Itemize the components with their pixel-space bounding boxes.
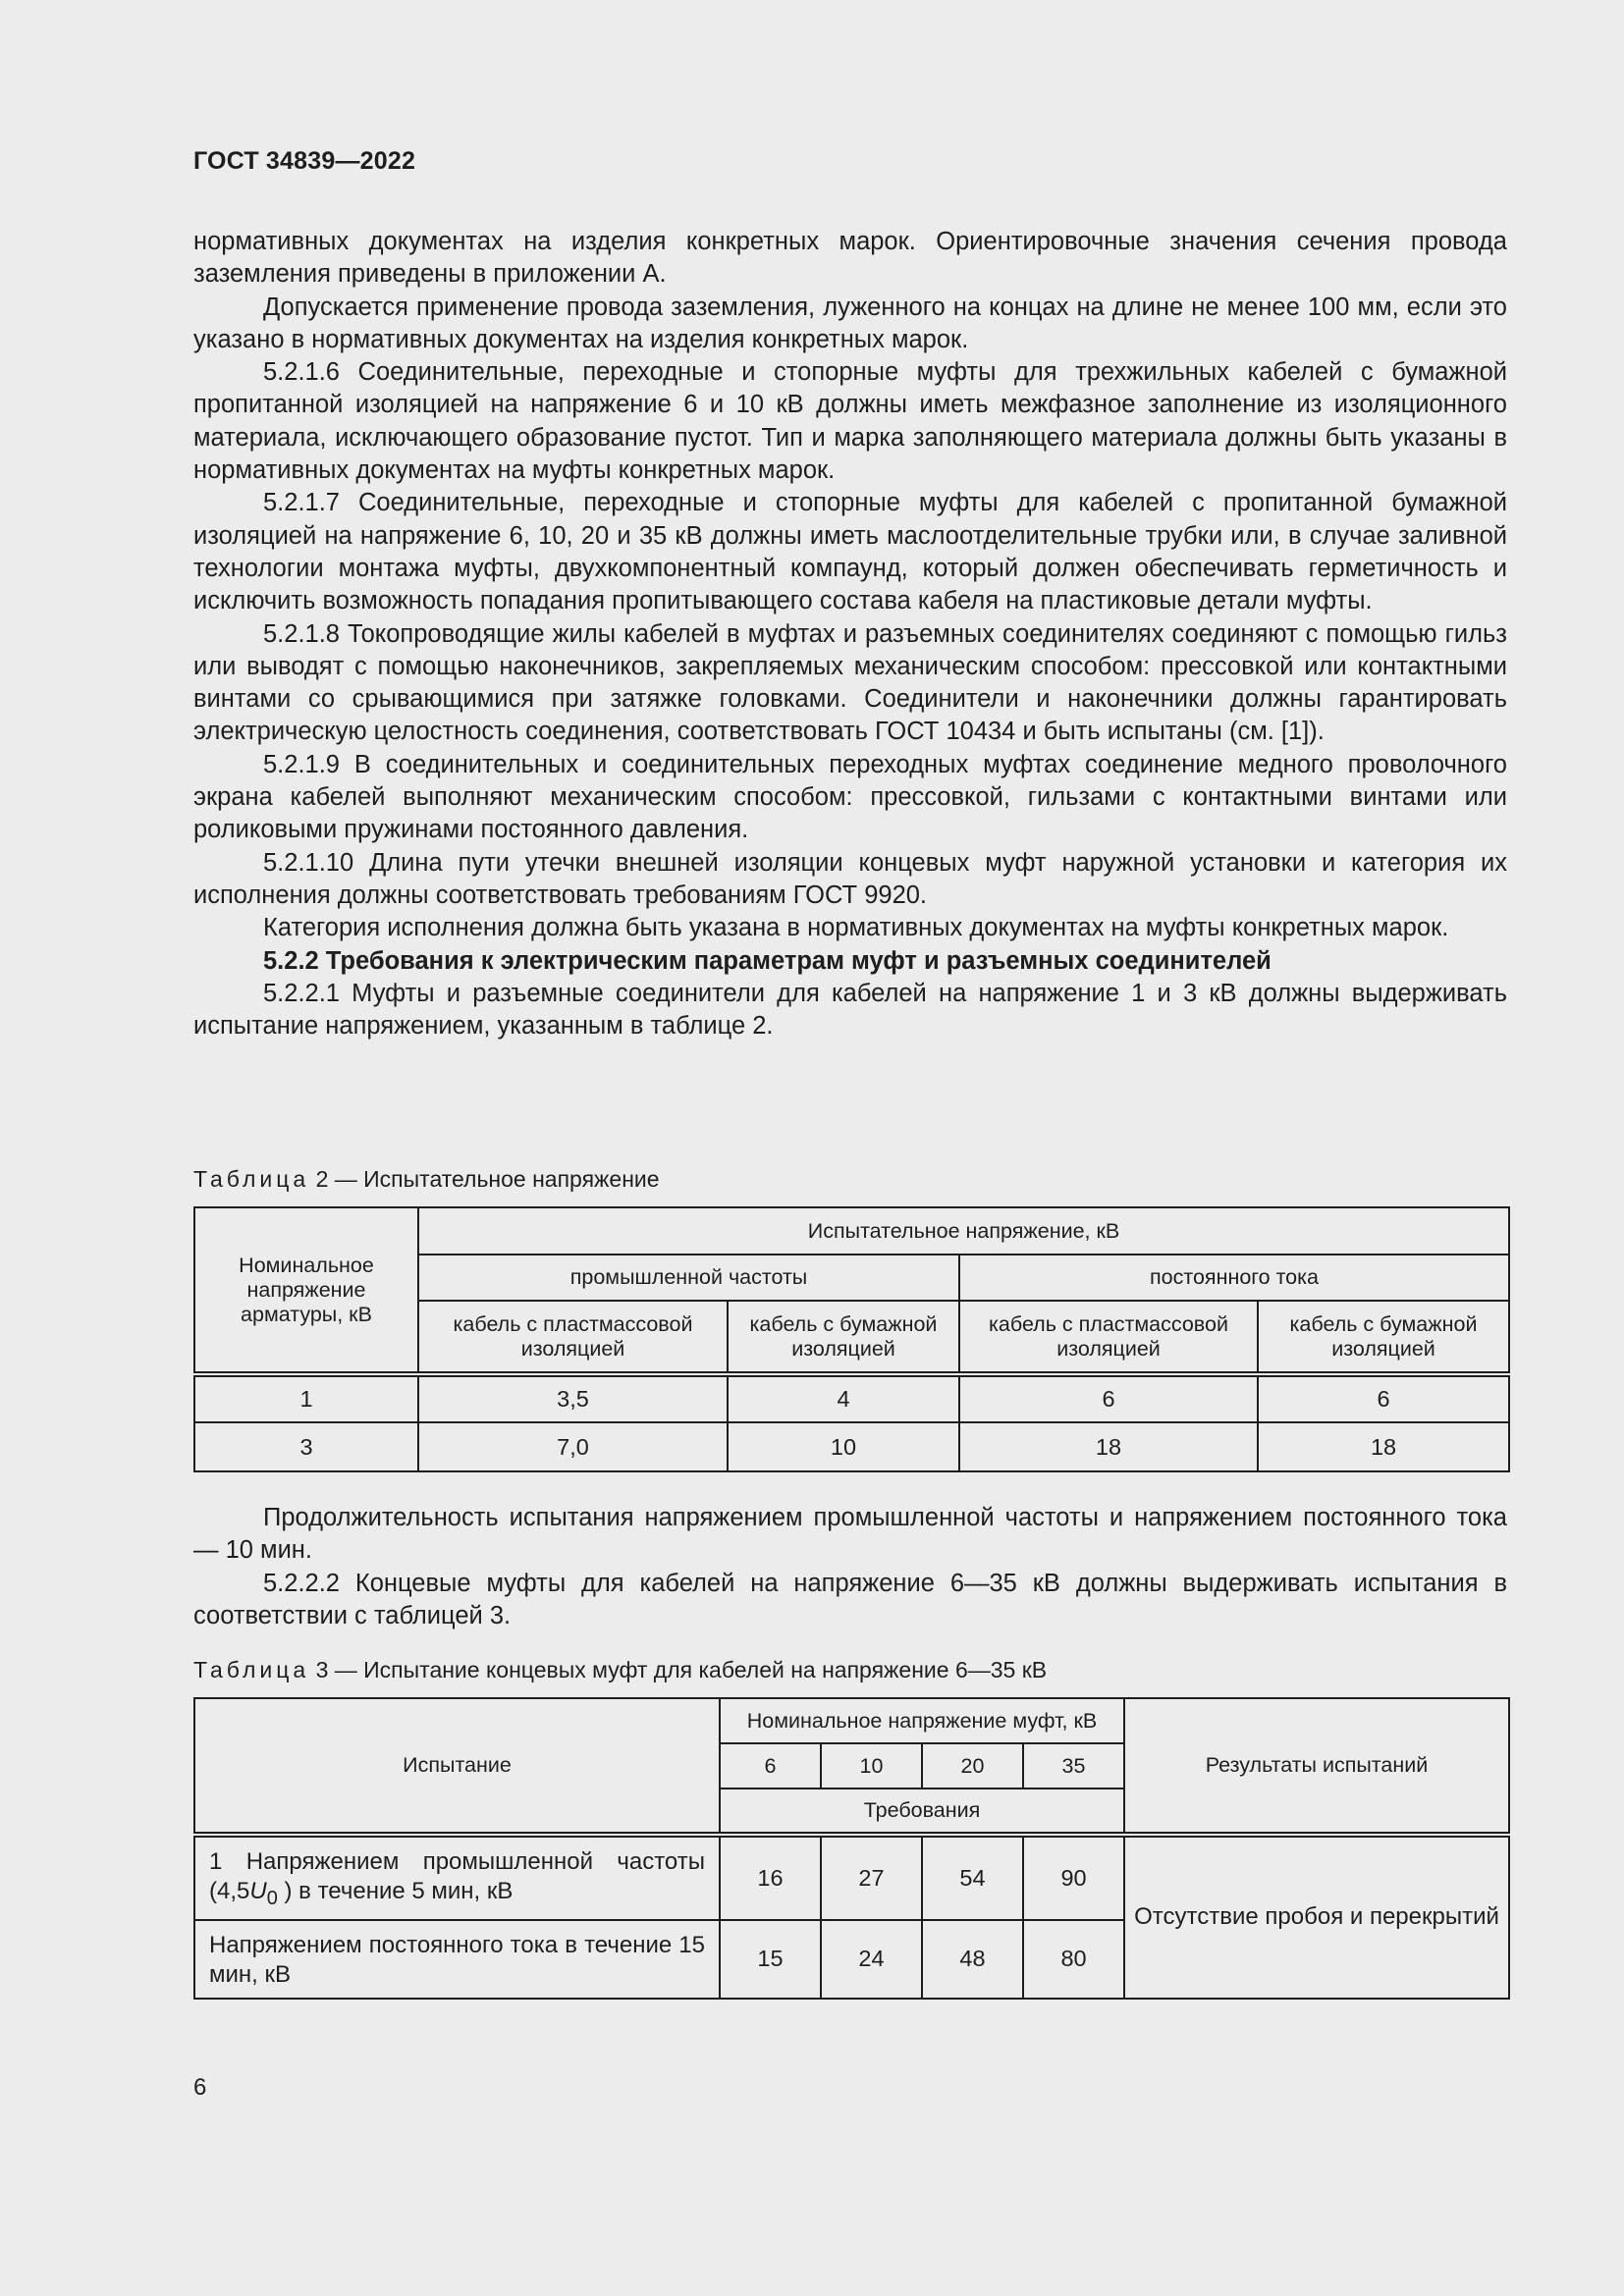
paragraph: 5.2.1.6 Соединительные, переходные и стопорные муфты для трехжильных кабелей с бумажной пропитанной изоляцией на напряжение 6 и 10 кВ должны иметь межфазное заполнение из изоляционного материала, исключающего образование пустот. Тип и марка заполняющего материала должны быть указаны в нормативных документах на муфты конкретных марок. bbox=[193, 358, 1507, 485]
table-cell: 18 bbox=[1258, 1422, 1509, 1471]
table-cell: 80 bbox=[1023, 1920, 1124, 1999]
table3-result: Отсутствие пробоя и перекрытий bbox=[1124, 1835, 1509, 1999]
table3-test-industrial-frequency bbox=[194, 1835, 720, 1920]
table2-header-paper-cable: кабель с бумажной изоляцией bbox=[728, 1301, 959, 1374]
section-heading: 5.2.2 Требования к электрическим параметрам муфт и разъемных соединителей bbox=[263, 946, 1272, 975]
table-cell: 4 bbox=[728, 1374, 959, 1422]
table2-caption bbox=[193, 1166, 660, 1193]
table2-caption-word: Таблица bbox=[193, 1166, 310, 1192]
paragraph: нормативных документах на изделия конкретных марок. Ориентировочные значения сечения провода заземления приведены в приложении А. bbox=[193, 228, 1507, 289]
table3-header-voltage: 35 bbox=[1023, 1743, 1124, 1789]
table-cell: 1 bbox=[194, 1374, 418, 1422]
table3-header-voltage: 10 bbox=[821, 1743, 922, 1789]
table2-caption-title: 2 — Испытательное напряжение bbox=[309, 1166, 660, 1192]
paragraph: 5.2.1.10 Длина пути утечки внешней изоляции концевых муфт наружной установки и категория их исполнения должны соответствовать требованиям ГОСТ 9920. bbox=[193, 848, 1507, 909]
table3-header-requirements: Требования bbox=[720, 1789, 1124, 1835]
table-cell: 3 bbox=[194, 1422, 418, 1471]
table-cell: 16 bbox=[720, 1835, 821, 1920]
row1-subscript: 0 bbox=[266, 1887, 278, 1909]
table-row bbox=[194, 1422, 1509, 1471]
paragraph: Допускается применение провода заземления, луженного на концах на длине не менее 100 мм, если это указано в нормативных документах на изделия конкретных марок. bbox=[193, 293, 1507, 353]
paragraph: Продолжительность испытания напряжением промышленной частоты и напряжением постоянного тока — 10 мин. bbox=[193, 1504, 1507, 1565]
table3-test-direct-current: Напряжением постоянного тока в течение 15 мин, кВ bbox=[194, 1920, 720, 1999]
table2-header-nominal: Номинальное напряжение арматуры, кВ bbox=[194, 1207, 418, 1374]
table2-header-paper-cable: кабель с бумажной изоляцией bbox=[1258, 1301, 1509, 1374]
paragraph: 5.2.1.8 Токопроводящие жилы кабелей в муфтах и разъемных соединителях соединяют с помощью гильз или выводят с помощью наконечников, закрепляемых механическим способом: прессовкой или контактными винтами со срывающимися при затяжке головками. Соединители и наконечники должны гарантировать электрическую целостность соединения, соответствовать ГОСТ 10434 и быть испытаны (см. [1]). bbox=[193, 619, 1507, 746]
table-2 bbox=[193, 1206, 1510, 1472]
table3-header-test: Испытание bbox=[194, 1698, 720, 1835]
table3-header-results: Результаты испытаний bbox=[1124, 1698, 1509, 1835]
table3-caption-title: 3 — Испытание концевых муфт для кабелей на напряжение 6—35 кВ bbox=[309, 1657, 1048, 1682]
table-cell: 27 bbox=[821, 1835, 922, 1920]
table3-caption bbox=[193, 1657, 1047, 1683]
table-cell: 24 bbox=[821, 1920, 922, 1999]
table-cell: 3,5 bbox=[418, 1374, 728, 1422]
table-cell: 15 bbox=[720, 1920, 821, 1999]
table2-header-test-voltage: Испытательное напряжение, кВ bbox=[418, 1207, 1509, 1255]
paragraph: 5.2.2.2 Концевые муфты для кабелей на напряжение 6—35 кВ должны выдерживать испытания в соответствии с таблицей 3. bbox=[193, 1569, 1507, 1629]
table-3 bbox=[193, 1697, 1510, 2000]
page-number: 6 bbox=[193, 2074, 207, 2101]
table-cell: 6 bbox=[959, 1374, 1258, 1422]
table2-header-direct-current: постоянного тока bbox=[959, 1255, 1509, 1301]
table3-header-voltage: 20 bbox=[922, 1743, 1023, 1789]
table2-header-industrial-frequency: промышленной частоты bbox=[418, 1255, 959, 1301]
table-cell: 90 bbox=[1023, 1835, 1124, 1920]
table-cell: 18 bbox=[959, 1422, 1258, 1471]
table-cell: 54 bbox=[922, 1835, 1023, 1920]
table3-caption-word: Таблица bbox=[193, 1657, 310, 1682]
row1-prefix: 1 Напряжением промышленной частоты (4,5 bbox=[209, 1848, 705, 1904]
table-row bbox=[194, 1374, 1509, 1422]
table2-header-plastic-cable: кабель с пластмассовой изоляцией bbox=[418, 1301, 728, 1374]
row1-suffix: ) в течение 5 мин, кВ bbox=[277, 1878, 514, 1904]
paragraph: 5.2.2.1 Муфты и разъемные соединители для кабелей на напряжение 1 и 3 кВ должны выдерживать испытание напряжением, указанным в таблице 2. bbox=[193, 979, 1507, 1041]
table3-header-nominal: Номинальное напряжение муфт, кВ bbox=[720, 1698, 1124, 1743]
table-row bbox=[194, 1835, 1509, 1920]
table-cell: 7,0 bbox=[418, 1422, 728, 1471]
table-cell: 48 bbox=[922, 1920, 1023, 1999]
table-cell: 10 bbox=[728, 1422, 959, 1471]
table3-header-voltage: 6 bbox=[720, 1743, 821, 1789]
middle-text bbox=[193, 1502, 1507, 1632]
table2-header-plastic-cable: кабель с пластмассовой изоляцией bbox=[959, 1301, 1258, 1374]
document-header: ГОСТ 34839—2022 bbox=[193, 147, 416, 175]
paragraph: Категория исполнения должна быть указана в нормативных документах на муфты конкретных марок. bbox=[263, 914, 1449, 942]
table-cell: 6 bbox=[1258, 1374, 1509, 1422]
body-text bbox=[193, 226, 1507, 1042]
paragraph: 5.2.1.7 Соединительные, переходные и стопорные муфты для кабелей с пропитанной бумажной изоляцией на напряжение 6, 10, 20 и 35 кВ должны иметь маслоотделительные трубки или, в случае заливной технологии монтажа муфты, двухкомпонентный компаунд, который должен обеспечивать герметичность и исключить возможность попадания пропитывающего состава кабеля на пластиковые детали муфты. bbox=[193, 489, 1507, 615]
paragraph: 5.2.1.9 В соединительных и соединительных переходных муфтах соединение медного проволочного экрана кабелей выполняют механическим способом: прессовкой, гильзами с контактными винтами или роликовыми пружинами постоянного давления. bbox=[193, 750, 1507, 844]
row1-symbol: U bbox=[249, 1878, 267, 1904]
